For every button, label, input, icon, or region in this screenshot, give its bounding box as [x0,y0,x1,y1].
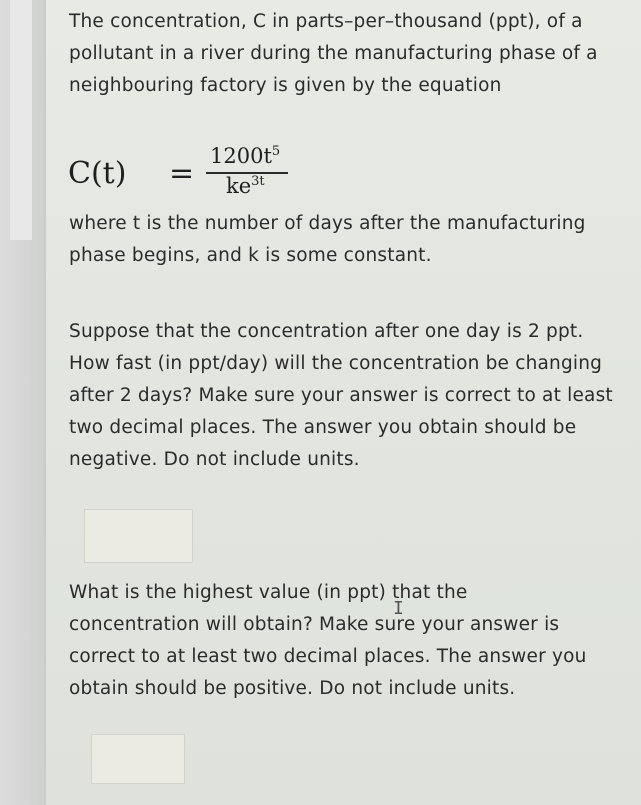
question-intro: The concentration, C in parts–per–thousand (ppt), of a pollutant in a river during the manufacturing phase of a neighbouring factory is given by the equation [69,11,598,96]
numerator-base: 1200t [210,144,272,168]
left-edge-bar [10,0,32,240]
part2-answer-input[interactable] [91,734,185,784]
question-card [46,0,641,805]
variable-definition: where t is the number of days after the manufacturing phase begins, and k is some constant. [69,213,586,266]
part2-question: What is the highest value (in ppt) that the concentration will obtain? Make sure your answer is correct to at least two decimal places. The answer you obtain should be positive. Do not include units. [69,582,587,699]
formula-numerator [210,144,280,168]
formula-denominator [226,174,265,198]
part1-question: Suppose that the concentration after one day is 2 ppt. How fast (in ppt/day) will the concentration be changing after 2 days? Make sure your answer is correct to at least two decimal places. The answer you obtain should be negative. Do not include units. [69,321,613,470]
part1-answer-input[interactable] [84,509,193,563]
denominator-base: ke [226,174,252,198]
text-cursor-icon: I [393,598,404,619]
denominator-exponent: 3t [251,174,265,189]
formula-lhs: C(t) [68,156,127,191]
numerator-exponent: 5 [271,144,281,159]
concentration-formula [68,140,368,210]
left-edge-strip [0,0,44,805]
formula-equals: = [169,156,195,191]
